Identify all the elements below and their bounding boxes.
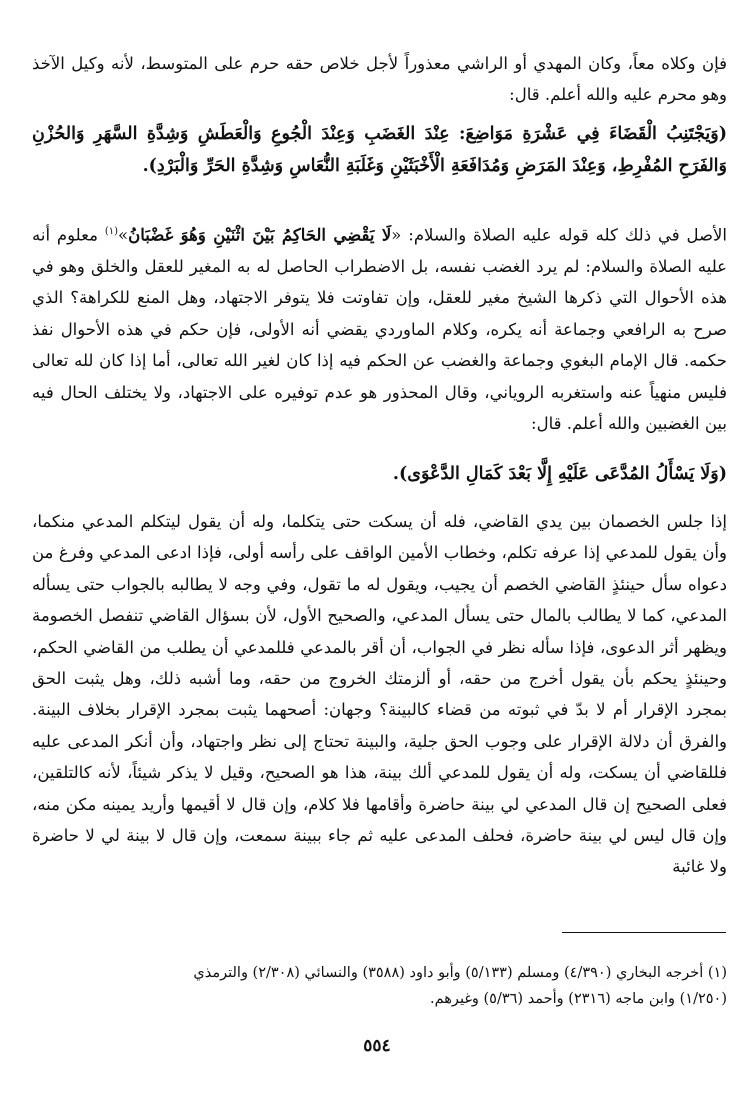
paragraph-1-text: فإن وكلاه معاً، وكان المهدي أو الراشي معذوراً لأجل خلاص حقه حرم على المتوسط، لأنه وكيل الآخذ وهو محرم عليه والله أعلم. قال: [32, 54, 727, 105]
footnote [32, 960, 727, 1012]
page-number: ٥٥٤ [363, 1036, 391, 1056]
hadith-quote: لَا يَقْضِي الحَاكِمُ بَيْنَ اثْنَيْنِ وَهُوَ غَضْبَانُ [128, 225, 392, 245]
paragraph-5-text: إذا جلس الخصمان بين يدي القاضي، فله أن يسكت حتى يتكلما، وله أن يقول ليتكلم المدعي منكما، وأن يقول للمدعي إذا عرفه تكلم، وخطاب الأمين الواقف على رأسه أولى، فإذا ادعى المدعي وفرغ من دعواه سأل حينئذٍ القاضي الخصم أن يجيب، ويقول له ما تقول، وفي وجه لا يطالبه بالجواب حتى يسأله المدعي، كما لا يطالب بالمال حتى يسأل المدعي، والصحيح الأول، لأن بسؤال القاضي تنفصل الخصومة ويظهر أثر الدعوى، فإذا سأله نظر في الجواب، أن أقر بالمدعي فللمدعي أن يطلب من القاضي الحكم، وحينئذٍ يحكم بأن يقول أخرج من حقه، أو ألزمتك الخروج من حقه، وما أشبه ذلك، وهل يثبت الحق بمجرد الإقرار أم لا بدّ في ثبوته من قضاء كالبينة؟ وجهان: أصحهما يثبت بمجرد الإقرار بخلاف البينة. والفرق أن دلالة الإقرار على وجوب الحق جلية، والبينة تحتاج إلى نظر واجتهاد، وأن أنكر المدعى عليه فللقاضي أن يسكت، وله أن يقول للمدعي ألك بينة، هذا هو الصحيح، وقيل لا يذكر شيئاً، لأنه كالتلقين، فعلى الصحيح إن قال المدعي لي بينة حاضرة وأقامها فلا كلام، وإن قال لا أقيمها وأريد يمينه مكن منه، وإن قال ليس لي بينة حاضرة، فحلف المدعى عليه ثم جاء ببينة سمعت، وإن قال لا بينة لي لا حاضرة ولا غائبة [32, 512, 727, 877]
commentary-paragraph [32, 216, 727, 439]
footnote-separator [562, 932, 726, 933]
matn-1-text: (وَيَجْتَنِبُ الْقَضَاءَ فِي عَشْرَةِ مَوَاضِعَ: عِنْدَ الغَضَبِ وَعِنْدَ الْجُوعِ وَالْعَطَشِ وَشِدَّةِ السَّهَرِ وَالحُزْنِ وَالفَرَحِ المُفْرِطِ، وَعِنْدَ المَرَضِ وَمُدَافَعَةِ الْأَخْبَثَيْنِ وَغَلَبَةِ النُّعَاسِ وَشِدَّةِ الحَرِّ وَالْبَرْدِ). [32, 124, 727, 176]
paragraph-1 [32, 48, 727, 111]
footnote-line-1: (١) أخرجه البخاري (٤/٣٩٠) ومسلم (٥/١٣٣) وأبو داود (٣٥٨٨) والنسائي (٢/٣٠٨) والترمذي [193, 965, 727, 981]
matn-2-text: (وَلَا يَسْأَلُ المُدَّعَى عَلَيْهِ إِلَّا بَعْدَ كَمَالِ الدَّعْوَى). [392, 464, 727, 484]
footnote-line-2: (١/٢٥٠) وابن ماجه (٢٣١٦) وأحمد (٥/٣٦) وغيرهم. [430, 991, 727, 1007]
paragraph-5 [32, 506, 727, 883]
footnote-ref[interactable]: (١) [104, 226, 119, 237]
commentary-intro: الأصل في ذلك كله قوله عليه الصلاة والسلام: « [391, 225, 728, 245]
hadith-close: » [118, 225, 129, 245]
matn-paragraph-2 [32, 458, 727, 490]
commentary-rest: معلوم أنه عليه الصلاة والسلام: لم يرد الغضب نفسه، بل الاضطراب الحاصل له به المغير للعقل والخلق وهو في هذه الأحوال التي ذكرها الشيخ مغير للعقل، وإن تفاوتت فلا يتوفر الاجتهاد، وهل المنع للكراهة؟ الذي صرح به الرافعي وجماعة أنه يكره، وكلام الماوردي يقضي أنه الأولى، فإن حكم في هذه الأحوال نفذ حكمه. قال الإمام البغوي وجماعة والغضب عن الحكم فيه إذا كان لغير الله تعالى، أما إذا كان لله تعالى فليس منهياً عنه واستغربه الروياني، وقال المحذور هو عدم توفيره على الاجتهاد، ولا يختلف الحال فيه بين الغضبين والله أعلم. قال: [32, 225, 727, 433]
commentary-text [32, 216, 727, 439]
matn-paragraph-1 [32, 118, 727, 182]
